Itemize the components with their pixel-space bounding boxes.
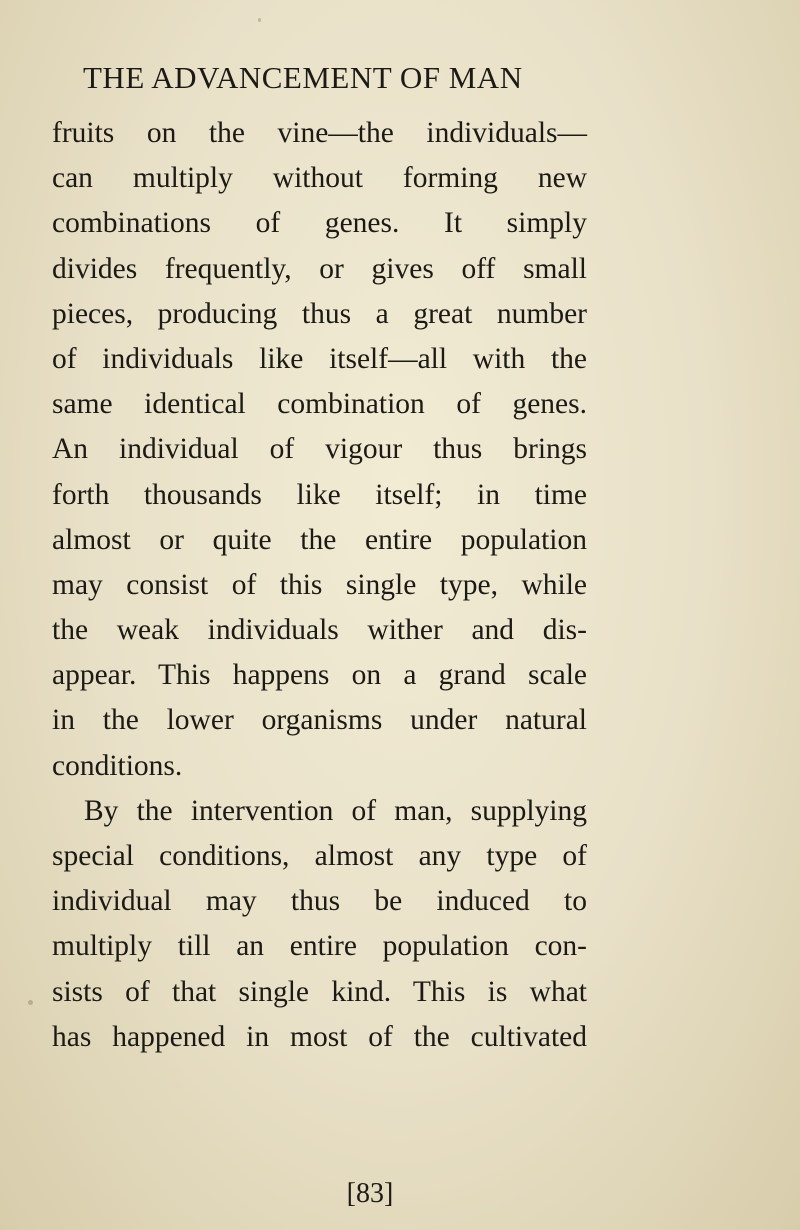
page-number: [83] xyxy=(346,1178,394,1209)
text-line: divides frequently, or gives off small xyxy=(52,252,587,285)
running-head: THE ADVANCEMENT OF MAN xyxy=(83,60,523,95)
text-line: multiply till an entire population con- xyxy=(52,930,587,963)
text-line: almost or quite the entire population xyxy=(52,523,587,556)
text-line: has happened in most of the cultivated xyxy=(52,1020,587,1053)
text-line: sists of that single kind. This is what xyxy=(52,975,587,1008)
paper-blemish xyxy=(28,1000,33,1005)
text-line: An individual of vigour thus brings xyxy=(52,433,587,466)
text-line: forth thousands like itself; in time xyxy=(52,478,587,511)
text-line: individual may thus be induced to xyxy=(52,885,587,918)
text-line: By the intervention of man, supplying xyxy=(84,794,587,827)
text-line: special conditions, almost any type of xyxy=(52,840,587,872)
text-line: conditions. xyxy=(52,749,183,782)
text-line: same identical combination of genes. xyxy=(52,388,587,421)
paper-blemish xyxy=(258,18,261,22)
text-line: combinations of genes. It simply xyxy=(52,207,587,240)
text-line: of individuals like itself—all with the xyxy=(52,342,587,375)
text-line: appear. This happens on a grand scale xyxy=(52,659,587,692)
text-line: fruits on the vine—the individuals— xyxy=(52,117,587,149)
text-line: can multiply without forming new xyxy=(52,162,587,195)
text-line: the weak individuals wither and dis- xyxy=(52,614,587,647)
text-line: pieces, producing thus a great number xyxy=(52,297,587,330)
body-text xyxy=(52,111,587,1060)
text-line: may consist of this single type, while xyxy=(52,568,587,601)
text-line: in the lower organisms under natural xyxy=(52,704,587,737)
